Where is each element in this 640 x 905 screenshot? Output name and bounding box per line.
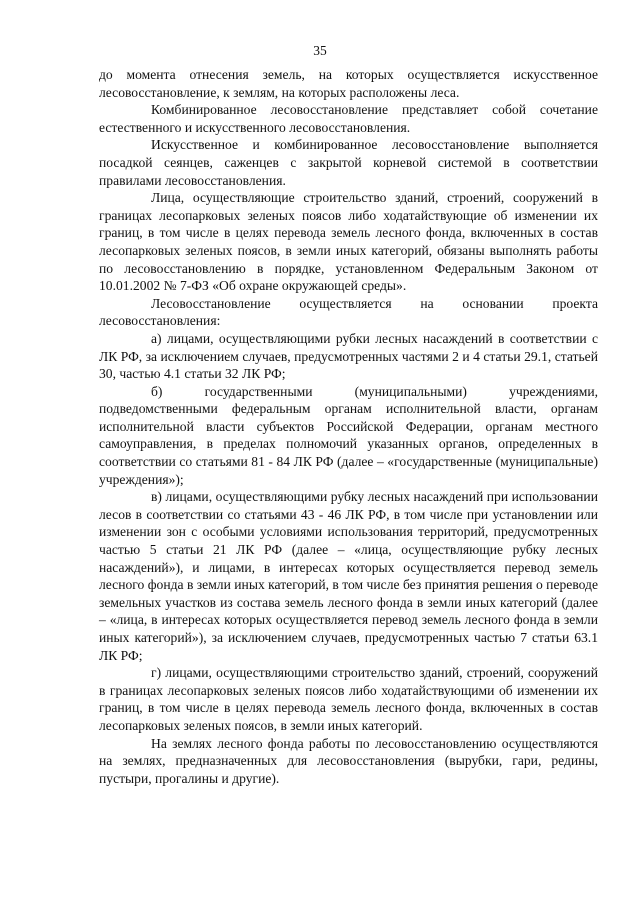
paragraph-forest-fund-lands: На землях лесного фонда работы по лесовосстановлению осуществляются на землях, предназначенных для лесовосстановления (вырубки, гари, редины, пустыри, прогалины и другие).	[99, 735, 598, 786]
list-item-b: б) государственными (муниципальными) учреждениями, подведомственными федеральным органам исполнительной власти, органам исполнительной власти субъектов Российской Федерации, органам местного самоуправления, в пределах полномочий указанных органов, определенных в соответствии со статьями 81 - 84 ЛК РФ (далее – «государственные (муниципальные) учреждения»);	[99, 383, 598, 487]
document-body	[99, 66, 598, 787]
paragraph-green-belt-persons: Лица, осуществляющие строительство зданий, строений, сооружений в границах лесопарковых зеленых поясов либо ходатайствующие об изменении их границ, в том числе в целях перевода земель лесного фонда, включенных в состав лесопарковых зеленых поясов, в земли иных категорий, обязаны выполнять работы по лесовосстановлению в порядке, установленном Федеральным Законом от 10.01.2002 № 7-ФЗ «Об охране окружающей среды».	[99, 190, 598, 294]
list-item-a: а) лицами, осуществляющими рубки лесных насаждений в соответствии с ЛК РФ, за исключением случаев, предусмотренных частями 2 и 4 статьи 29.1, статьей 30, частью 4.1 статьи 32 ЛК РФ;	[99, 330, 598, 382]
paragraph-artificial-reforestation: Искусственное и комбинированное лесовосстановление выполняется посадкой сеянцев, саженцев с закрытой корневой системой в соответствии правилами лесовосстановления.	[99, 137, 598, 188]
paragraph-project-basis: Лесовосстановление осуществляется на основании проекта лесовосстановления:	[99, 295, 598, 329]
page-number: 35	[313, 43, 327, 58]
paragraph-combined-reforestation: Комбинированное лесовосстановление представляет собой сочетание естественного и искусственного лесовосстановления.	[99, 102, 598, 135]
list-item-v: в) лицами, осуществляющими рубку лесных насаждений при использовании лесов в соответствии со статьями 43 - 46 ЛК РФ, в том числе при установлении или изменении зон с особыми условиями использования территорий, предусмотренных частью 5 статьи 21 ЛК РФ (далее – «лица, осуществляющие рубку лесных насаждений»), и лицами, в интересах которых осуществляется перевод земель лесного фонда в земли иных категорий, в том числе без принятия решения о переводе земельных участков из состава земель лесного фонда в земли иных категорий (далее – «лица, в интересах которых осуществляется перевод земель лесного фонда в земли иных категорий»), за исключением случаев, предусмотренных частью 7 статьи 63.1 ЛК РФ;	[99, 489, 598, 663]
paragraph-continuation: до момента отнесения земель, на которых осуществляется искусственное лесовосстановление, к землям, на которых расположены леса.	[99, 67, 598, 100]
list-item-g: г) лицами, осуществляющими строительство зданий, строений, сооружений в границах лесопарковых зеленых поясов либо ходатайствующими об изменении их границ, в том числе в целях перевода земель лесного фонда, включенных в состав лесопарковых зеленых поясов, в земли иных категорий.	[99, 665, 598, 733]
